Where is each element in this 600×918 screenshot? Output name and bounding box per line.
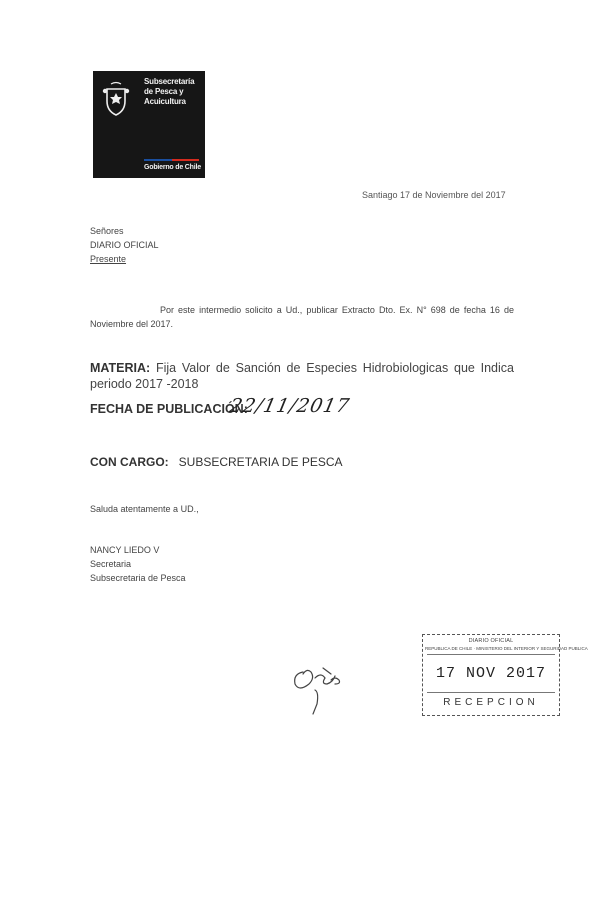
reception-stamp — [422, 634, 588, 716]
coat-of-arms-icon — [101, 81, 131, 117]
handwritten-signature — [275, 650, 375, 720]
con-cargo-label: CON CARGO: — [90, 455, 169, 469]
materia-label: MATERIA: — [90, 361, 151, 375]
addressee-name: DIARIO OFICIAL — [90, 240, 159, 250]
flag-stripe — [144, 159, 199, 161]
materia-text: Fija Valor de Sanción de Especies Hidrobiologicas que Indica periodo 2017 -2018 — [90, 361, 514, 391]
signer-name: NANCY LIEDO V — [90, 545, 160, 555]
addressee-presente: Presente — [90, 254, 127, 264]
stamp-date: 17 NOV 2017 — [435, 665, 547, 682]
signer-office: Subsecretaria de Pesca — [90, 573, 186, 583]
addressee — [90, 224, 159, 266]
stamp-rule-bottom — [427, 692, 555, 693]
addressee-greeting: Señores — [90, 226, 124, 236]
publication-date-label: FECHA DE PUBLICACIÓN: — [90, 402, 248, 416]
date-line: Santiago 17 de Noviembre del 2017 — [362, 190, 506, 200]
stamp-header: DIARIO OFICIAL — [468, 638, 514, 644]
stamp-rule-top — [427, 654, 555, 655]
con-cargo-value: SUBSECRETARIA DE PESCA — [178, 455, 343, 469]
flag-stripe-red — [172, 159, 200, 161]
materia-section — [90, 360, 514, 392]
flag-stripe-blue — [144, 159, 172, 161]
stamp-subheader: REPUBLICA DE CHILE · MINISTERIO DEL INTERIOR Y SEGURIDAD PUBLICA — [425, 646, 588, 651]
stamp-footer: RECEPCION — [443, 697, 539, 708]
closing-line: Saluda atentamente a UD., — [90, 504, 199, 514]
government-name: Gobierno de Chile — [144, 164, 201, 171]
con-cargo-section — [90, 455, 343, 469]
request-paragraph: Por este intermedio solicito a Ud., publicar Extracto Dto. Ex. N° 698 de fecha 16 de Noviembre del 2017. — [90, 305, 514, 329]
letterhead-logo — [93, 71, 205, 178]
signer-title: Secretaria — [90, 559, 132, 569]
signer-block — [90, 543, 186, 585]
publication-date-handwritten: 22/11/2017 — [227, 395, 352, 417]
institution-name: Subsecretaría de Pesca y Acuicultura — [144, 77, 195, 106]
